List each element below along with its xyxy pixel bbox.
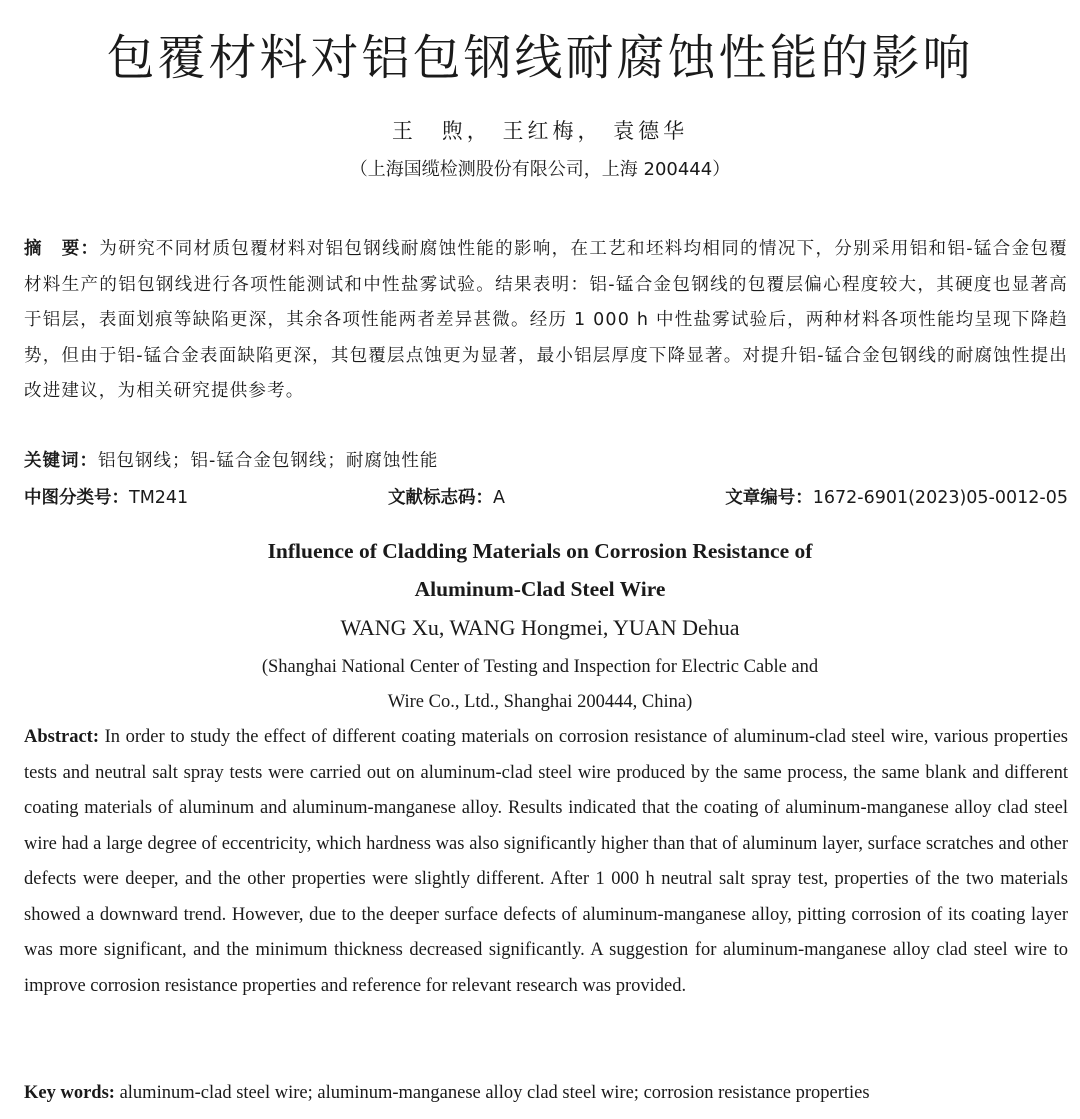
chinese-keywords-text: 铝包钢线；铝-锰合金包钢线；耐腐蚀性能 bbox=[98, 451, 439, 471]
english-keywords-label: Key words: bbox=[24, 1083, 115, 1103]
english-authors: WANG Xu, WANG Hongmei, YUAN Dehua bbox=[340, 615, 740, 640]
chinese-affiliation: （上海国缆检测股份有限公司，上海 200444） bbox=[349, 159, 731, 180]
chinese-keywords-label: 关键词： bbox=[24, 451, 98, 471]
classification-row bbox=[24, 483, 1068, 513]
english-keywords-text: aluminum-clad steel wire; aluminum-manganese alloy clad steel wire; corrosion resistance properties bbox=[114, 1083, 870, 1103]
english-affiliation-line1: (Shanghai National Center of Testing and Inspection for Electric Cable and bbox=[261, 657, 819, 677]
clc-number bbox=[24, 483, 188, 513]
english-abstract-label: Abstract: bbox=[24, 727, 100, 747]
chinese-title: 包覆材料对铝包钢线耐腐蚀性能的影响 bbox=[106, 30, 974, 86]
english-title-line1: Influence of Cladding Materials on Corrosion Resistance of bbox=[267, 539, 813, 563]
english-affiliation-line2: Wire Co., Ltd., Shanghai 200444, China) bbox=[387, 692, 693, 712]
english-keywords bbox=[24, 1077, 1068, 1109]
english-abstract bbox=[24, 720, 1068, 1004]
document-code-label: 文献标志码： bbox=[388, 488, 493, 508]
clc-value: TM241 bbox=[129, 488, 189, 508]
english-title-line2: Aluminum-Clad Steel Wire bbox=[414, 577, 666, 601]
chinese-abstract bbox=[24, 232, 1068, 410]
english-affiliation bbox=[0, 650, 1080, 720]
chinese-abstract-label: 摘 要： bbox=[24, 239, 100, 259]
document-code bbox=[388, 483, 505, 513]
clc-label: 中图分类号： bbox=[24, 488, 129, 508]
chinese-abstract-text: 为研究不同材质包覆材料对铝包钢线耐腐蚀性能的影响，在工艺和坯料均相同的情况下，分别采用铝和铝-锰合金包覆材料生产的铝包钢线进行各项性能测试和中性盐雾试验。结果表明：铝-锰合金包钢线的包覆层偏心程度较大，其硬度也显著高于铝层，表面划痕等缺陷更深，其余各项性能两者差异甚微。经历 1 000 h 中性盐雾试验后，两种材料各项性能均呈现下降趋势，但由于铝-锰合金表面缺陷更深，其包覆层点蚀更为显著，最小铝层厚度下降显著。对提升铝-锰合金包钢线的耐腐蚀性提出改进建议，为相关研究提供参考。 bbox=[24, 239, 1068, 401]
article-number-value: 1672-6901(2023)05-0012-05 bbox=[812, 488, 1068, 508]
document-code-value: A bbox=[493, 488, 505, 508]
chinese-authors: 王 煦， 王红梅， 袁德华 bbox=[391, 119, 689, 143]
article-number-label: 文章编号： bbox=[725, 488, 813, 508]
chinese-keywords bbox=[24, 446, 1068, 476]
english-abstract-text: In order to study the effect of different coating materials on corrosion resistance of aluminum-clad steel wire, various properties tests and neutral salt spray tests were carried out on aluminum-clad steel wire produced by the same process, the same blank and different coating materials of aluminum and aluminum-manganese alloy. Results indicated that the coating of aluminum-manganese alloy clad steel wire had a large degree of eccentricity, which hardness was also significantly higher than that of aluminum layer, surface scratches and other defects were deeper, and the other properties were slightly different. After 1 000 h neutral salt spray test, properties of the two materials showed a downward trend. However, due to the deeper surface defects of aluminum-manganese alloy, pitting corrosion of its coating layer was more significant, and the minimum thickness decreased significantly. A suggestion for aluminum-manganese alloy clad steel wire to improve corrosion resistance properties and reference for relevant research was provided. bbox=[24, 727, 1068, 996]
english-title bbox=[0, 532, 1080, 608]
article-number bbox=[725, 483, 1068, 513]
